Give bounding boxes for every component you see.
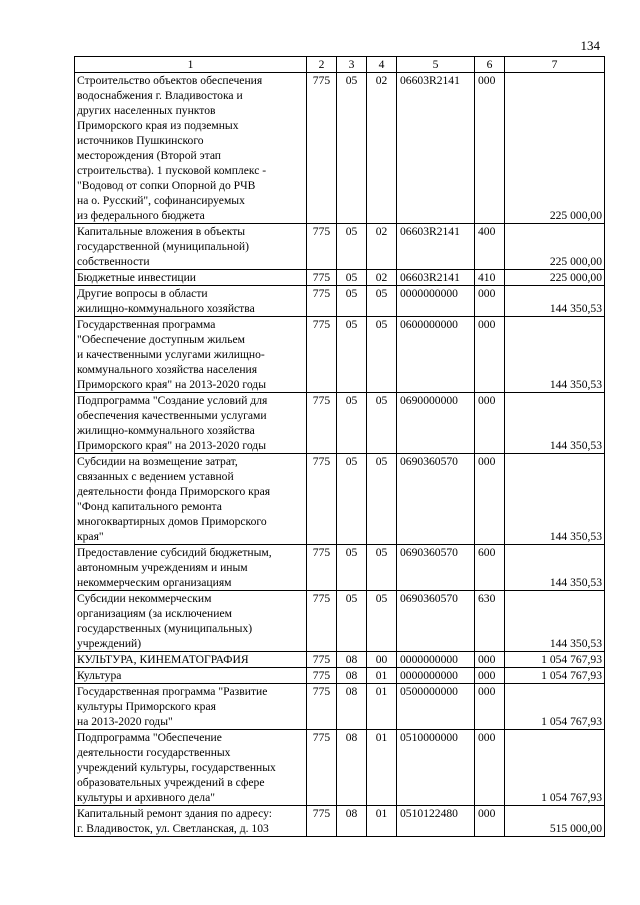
ministry-code-cell: 775 (307, 668, 337, 684)
section-code-cell: 08 (337, 652, 367, 668)
budget-table (74, 56, 605, 837)
table-row (75, 545, 605, 591)
table-row (75, 393, 605, 454)
target-article-cell: 0690360570 (397, 545, 475, 591)
target-article-cell: 0690360570 (397, 454, 475, 545)
amount-cell: 144 350,53 (505, 545, 605, 591)
row-name-cell: Культура (75, 668, 307, 684)
subsection-code-cell: 00 (367, 652, 397, 668)
table-row (75, 270, 605, 286)
amount-cell: 144 350,53 (505, 286, 605, 317)
amount-cell: 225 000,00 (505, 270, 605, 286)
amount-cell: 225 000,00 (505, 224, 605, 270)
subsection-code-cell: 01 (367, 806, 397, 837)
subsection-code-cell: 02 (367, 270, 397, 286)
amount-cell: 1 054 767,93 (505, 730, 605, 806)
expense-type-cell: 000 (475, 73, 505, 224)
header-cell-5: 5 (397, 57, 475, 73)
row-name-cell: Субсидии на возмещение затрат, связанных с ведением уставной деятельности фонда Приморского края "Фонд капитального ремонта многоквартирных домов Приморского края" (75, 454, 307, 545)
table-header-row (75, 57, 605, 73)
subsection-code-cell: 01 (367, 684, 397, 730)
section-code-cell: 05 (337, 286, 367, 317)
row-name-cell: Капитальный ремонт здания по адресу: г. Владивосток, ул. Светланская, д. 103 (75, 806, 307, 837)
expense-type-cell: 410 (475, 270, 505, 286)
section-code-cell: 05 (337, 591, 367, 652)
amount-cell: 144 350,53 (505, 454, 605, 545)
table-row (75, 668, 605, 684)
target-article-cell: 0000000000 (397, 652, 475, 668)
row-name-cell: Подпрограмма "Создание условий для обеспечения качественными услугами жилищно-коммунального хозяйства Приморского края" на 2013-2020 годы (75, 393, 307, 454)
expense-type-cell: 630 (475, 591, 505, 652)
target-article-cell: 0500000000 (397, 684, 475, 730)
ministry-code-cell: 775 (307, 684, 337, 730)
row-name-cell: Капитальные вложения в объекты государственной (муниципальной) собственности (75, 224, 307, 270)
section-code-cell: 08 (337, 684, 367, 730)
ministry-code-cell: 775 (307, 545, 337, 591)
expense-type-cell: 000 (475, 317, 505, 393)
ministry-code-cell: 775 (307, 73, 337, 224)
target-article-cell: 0000000000 (397, 286, 475, 317)
target-article-cell: 0600000000 (397, 317, 475, 393)
amount-cell: 1 054 767,93 (505, 652, 605, 668)
expense-type-cell: 000 (475, 730, 505, 806)
row-name-cell: Государственная программа "Обеспечение доступным жильем и качественными услугами жилищно- коммунального хозяйства населения Приморского края" на 2013-2020 годы (75, 317, 307, 393)
table-row (75, 224, 605, 270)
amount-cell: 1 054 767,93 (505, 668, 605, 684)
section-code-cell: 05 (337, 393, 367, 454)
row-name-cell: Государственная программа "Развитие культуры Приморского края на 2013-2020 годы" (75, 684, 307, 730)
target-article-cell: 0510122480 (397, 806, 475, 837)
section-code-cell: 05 (337, 454, 367, 545)
ministry-code-cell: 775 (307, 730, 337, 806)
expense-type-cell: 000 (475, 454, 505, 545)
expense-type-cell: 000 (475, 668, 505, 684)
row-name-cell: Другие вопросы в области жилищно-коммунального хозяйства (75, 286, 307, 317)
row-name-cell: Подпрограмма "Обеспечение деятельности государственных учреждений культуры, государственных образовательных учреждений в сфере культуры и архивного дела" (75, 730, 307, 806)
subsection-code-cell: 02 (367, 224, 397, 270)
expense-type-cell: 400 (475, 224, 505, 270)
expense-type-cell: 000 (475, 393, 505, 454)
header-cell-2: 2 (307, 57, 337, 73)
ministry-code-cell: 775 (307, 393, 337, 454)
section-code-cell: 05 (337, 317, 367, 393)
subsection-code-cell: 05 (367, 545, 397, 591)
subsection-code-cell: 05 (367, 591, 397, 652)
section-code-cell: 08 (337, 668, 367, 684)
ministry-code-cell: 775 (307, 591, 337, 652)
table-row (75, 454, 605, 545)
ministry-code-cell: 775 (307, 652, 337, 668)
table-row (75, 317, 605, 393)
section-code-cell: 08 (337, 730, 367, 806)
amount-cell: 144 350,53 (505, 591, 605, 652)
ministry-code-cell: 775 (307, 270, 337, 286)
table-row (75, 806, 605, 837)
header-cell-3: 3 (337, 57, 367, 73)
header-cell-7: 7 (505, 57, 605, 73)
header-cell-4: 4 (367, 57, 397, 73)
target-article-cell: 06603R2141 (397, 224, 475, 270)
target-article-cell: 0690360570 (397, 591, 475, 652)
section-code-cell: 08 (337, 806, 367, 837)
row-name-cell: Субсидии некоммерческим организациям (за исключением государственных (муниципальных) учреждений) (75, 591, 307, 652)
amount-cell: 144 350,53 (505, 393, 605, 454)
subsection-code-cell: 01 (367, 668, 397, 684)
target-article-cell: 06603R2141 (397, 270, 475, 286)
subsection-code-cell: 05 (367, 286, 397, 317)
amount-cell: 515 000,00 (505, 806, 605, 837)
ministry-code-cell: 775 (307, 317, 337, 393)
table-row (75, 286, 605, 317)
subsection-code-cell: 05 (367, 317, 397, 393)
ministry-code-cell: 775 (307, 806, 337, 837)
target-article-cell: 06603R2141 (397, 73, 475, 224)
expense-type-cell: 000 (475, 684, 505, 730)
header-cell-1: 1 (75, 57, 307, 73)
row-name-cell: Строительство объектов обеспечения водоснабжения г. Владивостока и других населенных пунктов Приморского края из подземных источников Пушкинского месторождения (Второй этап строительства). 1 пусковой комплекс - "Водовод от сопки Опорной до РЧВ на о. Русский", софинансируемых из федерального бюджета (75, 73, 307, 224)
row-name-cell: КУЛЬТУРА, КИНЕМАТОГРАФИЯ (75, 652, 307, 668)
amount-cell: 1 054 767,93 (505, 684, 605, 730)
subsection-code-cell: 01 (367, 730, 397, 806)
amount-cell: 144 350,53 (505, 317, 605, 393)
section-code-cell: 05 (337, 270, 367, 286)
target-article-cell: 0510000000 (397, 730, 475, 806)
subsection-code-cell: 05 (367, 454, 397, 545)
expense-type-cell: 000 (475, 652, 505, 668)
page-number: 134 (580, 38, 600, 53)
table-row (75, 652, 605, 668)
row-name-cell: Предоставление субсидий бюджетным, автономным учреждениям и иным некоммерческим организациям (75, 545, 307, 591)
section-code-cell: 05 (337, 224, 367, 270)
ministry-code-cell: 775 (307, 224, 337, 270)
subsection-code-cell: 05 (367, 393, 397, 454)
amount-cell: 225 000,00 (505, 73, 605, 224)
header-cell-6: 6 (475, 57, 505, 73)
expense-type-cell: 000 (475, 806, 505, 837)
ministry-code-cell: 775 (307, 454, 337, 545)
target-article-cell: 0000000000 (397, 668, 475, 684)
subsection-code-cell: 02 (367, 73, 397, 224)
table-row (75, 684, 605, 730)
table-row (75, 730, 605, 806)
section-code-cell: 05 (337, 545, 367, 591)
target-article-cell: 0690000000 (397, 393, 475, 454)
expense-type-cell: 000 (475, 286, 505, 317)
expense-type-cell: 600 (475, 545, 505, 591)
ministry-code-cell: 775 (307, 286, 337, 317)
section-code-cell: 05 (337, 73, 367, 224)
table-row (75, 591, 605, 652)
row-name-cell: Бюджетные инвестиции (75, 270, 307, 286)
table-body (75, 57, 605, 837)
table-row (75, 73, 605, 224)
